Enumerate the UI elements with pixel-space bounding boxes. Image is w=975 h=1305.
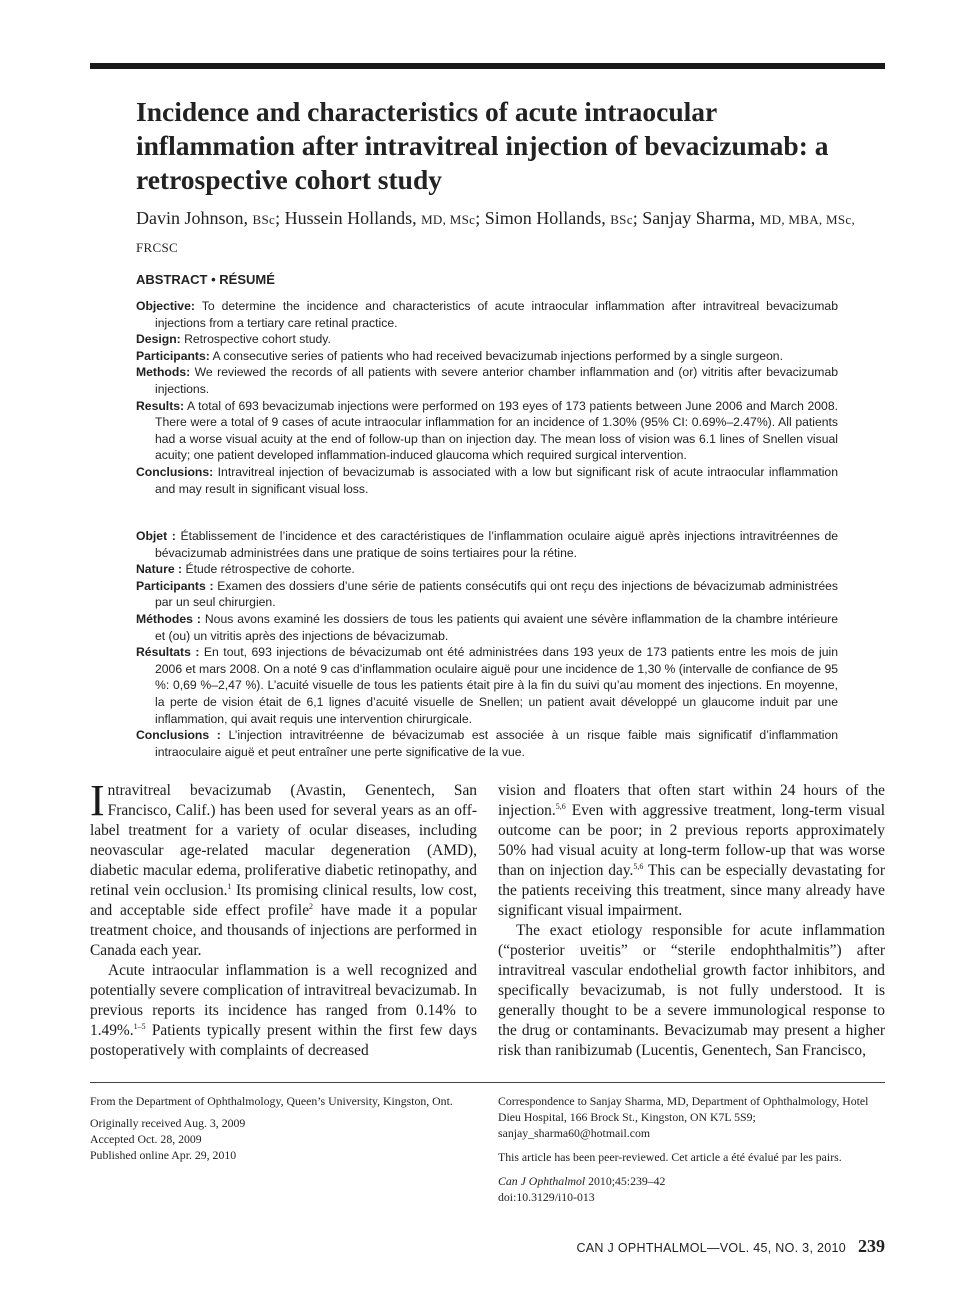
body-paragraph: The exact etiology responsible for acute inflammation (“posterior uveitis” or “sterile endophthalmitis”) after intravitreal vascular endothelial growth factor inhibitors, and specifically bevacizumab, is not fully understood. It is generally thought to be a severe immunological response to the drug or contaminants. Bevacizumab may present a higher risk than ranibizumab (Lucentis, Genentech, San Francisco, [498,922,885,1059]
journal-running-title: CAN J OPHTHALMOL—VOL. 45, NO. 3, 2010 [576,1241,846,1255]
footnote-right [498,1093,878,1211]
citation: 1 [227,882,232,891]
drop-cap: I [90,776,105,825]
doi[interactable]: doi:10.3129/i10-013 [498,1190,595,1204]
abstract-item-nature [136,561,838,578]
body-paragraph [498,781,885,921]
body-text: Acute intraocular inflammation is a well recognized and potentially severe complication of intravitreal bevacizumab. In previous reports its incidence has ranged from 0.14% to 1.49%. [90,962,477,1039]
body-text: Patients typically present within the first few days postoperatively with complaints of decreased [90,1022,477,1059]
citation-info [498,1173,878,1205]
body-text: This can be especially devastating for the patients receiving this treatment, since many already have significant visual impairment. [498,862,885,919]
abstract-label: Conclusions : [136,728,221,743]
abstract-text: L’injection intravitréenne de bévacizumab est associée à un risque faible mais significatif d’inflammation intraoculaire aiguë et peut entraîner une perte significative de la vue. [155,728,838,759]
author-name: ; Simon Hollands, [475,208,611,228]
abstract-item-participants [136,348,838,365]
author-name: ; Hussein Hollands, [275,208,422,228]
footnote-left [90,1093,470,1169]
body-text: Its promising clinical results, low cost, and acceptable side effect profile [90,882,477,919]
abstract-label: Nature : [136,562,183,577]
author-list [136,205,856,261]
author-name: Davin Johnson, [136,208,253,228]
correspondence-email[interactable]: sanjay_sharma60@hotmail.com [498,1126,651,1140]
dates [90,1115,470,1163]
running-footer [576,1236,885,1257]
abstract-label: Objective: [136,299,195,313]
body-column-right [498,781,885,1061]
abstract-text: Établissement de l’incidence et des caractéristiques de l’inflammation oculaire aiguë après injections intravitréennes de bévacizumab administrées dans une pratique de soins tertiaires pour la rétine. [155,529,838,560]
citation: 5,6 [555,802,566,811]
correspondence [498,1093,878,1141]
abstract-label: Participants : [136,578,214,593]
top-rule [90,63,885,69]
abstract-item-methodes [136,611,838,644]
correspondence-address: Correspondence to Sanjay Sharma, MD, Department of Ophthalmology, Hotel Dieu Hospital, 166 Brock St., Kingston, ON K7L 5S9; [498,1094,869,1124]
abstract-text: A total of 693 bevacizumab injections were performed on 193 eyes of 173 patients between June 2006 and March 2008. There were a total of 9 cases of acute intraocular inflammation for an incidence of 1.30% (95% CI: 0.69%–2.47%). All patients had a worse visual acuity at the end of follow-up than on injection day. The mean loss of vision was 6.1 lines of Snellen visual acuity; one patient developed inflammation-induced glaucoma which required surgical intervention. [155,398,838,463]
body-text: Even with aggressive treatment, long-term visual outcome can be poor; in 2 previous reports approximately 50% had visual acuity at long-term follow-up that was worse than on injection day. [498,802,885,879]
abstract-text: To determine the incidence and characteristics of acute intraocular inflammation after intravitreal bevacizumab injections from a tertiary care retinal practice. [155,299,838,330]
abstract-text: Retrospective cohort study. [180,332,331,347]
body-paragraph [90,776,477,961]
abstract-english [136,298,838,497]
abstract-text: Intravitreal injection of bevacizumab is associated with a low but significant risk of acute intraocular inflammation and may result in significant visual loss. [155,464,838,496]
abstract-label: Résultats : [136,645,200,660]
citation: 5,6 [633,862,644,871]
author-credentials: MD, MSc [421,212,476,227]
footnote-rule [90,1082,885,1083]
abstract-item-objective [136,298,838,331]
abstract-label: Design: [136,332,181,347]
abstract-item-methods [136,364,838,397]
abstract-label: Participants: [136,348,210,363]
affiliation: From the Department of Ophthalmology, Queen’s University, Kingston, Ont. [90,1094,453,1108]
abstract-french [136,528,838,760]
abstract-text: We reviewed the records of all patients with severe anterior chamber inflammation and (or) vitritis after bevacizumab injections. [155,365,838,396]
abstract-item-design [136,331,838,348]
abstract-text: Nous avons examiné les dossiers de tous les patients qui avaient une sévère inflammation de la chambre intérieure et (ou) un vitritis après des injections de bévacizumab. [155,611,838,643]
abstract-label: Objet : [136,529,176,543]
abstract-label: Conclusions: [136,464,214,479]
accepted-date: Accepted Oct. 28, 2009 [90,1132,202,1146]
author-name: ; Sanjay Sharma, [632,208,760,228]
abstract-heading: ABSTRACT • RÉSUMÉ [136,272,275,287]
abstract-label: Results: [136,398,185,413]
author-credentials: MD, MBA, MSc, FRCSC [136,212,856,255]
abstract-label: Methods: [136,365,191,380]
journal-volume: 2010;45:239–42 [585,1174,666,1188]
abstract-text: A consecutive series of patients who had received bevacizumab injections performed by a single surgeon. [209,348,783,363]
abstract-item-participants-fr [136,578,838,611]
body-text: ntravitreal bevacizumab (Avastin, Genentech, San Francisco, Calif.) has been used for several years as an off-label treatment for a variety of ocular diseases, including neovascular age-related macular degeneration (AMD), diabetic macular edema, proliferative diabetic retinopathy, and retinal vein occlusion. [90,782,477,899]
abstract-item-results [136,398,838,464]
article-title: Incidence and characteristics of acute intraocular inflammation after intravitreal injection of bevacizumab: a retrospective cohort study [136,96,829,195]
abstract-text: Étude rétrospective de cohorte. [182,562,355,577]
body-column-left [90,776,477,1061]
abstract-label: Méthodes : [136,611,201,626]
abstract-text: En tout, 693 injections de bévacizumab ont été administrées dans 193 yeux de 173 patients entre les mois de juin 2006 et mars 2008. On a noté 9 cas d’inflammation oculaire aiguë pour une incidence de 1,30 % (intervalle de confiance de 95 %: 0,69 %–2,47 %). L’acuité visuelle de tous les patients était pire à la fin du suivi qu’au moment des injections. En moyenne, la perte de vision était de 6,1 lignes d’acuité visuelle de Snellen; un patient avait développé un glaucome induit par une inflammation, qui avait requis une intervention chirurgicale. [155,645,839,726]
citation: 2 [309,902,314,911]
abstract-item-resultats [136,644,838,727]
abstract-item-conclusions [136,464,838,497]
received-date: Originally received Aug. 3, 2009 [90,1116,246,1130]
body-paragraph [90,961,477,1061]
published-date: Published online Apr. 29, 2010 [90,1148,237,1162]
abstract-item-conclusions-fr [136,727,838,760]
body-text: have made it a popular treatment choice, and thousands of injections are performed in Canada each year. [90,902,477,959]
page-number: 239 [858,1236,885,1256]
citation: 1–5 [133,1022,146,1031]
body-text: vision and floaters that often start within 24 hours of the injection. [498,782,885,819]
author-credentials: BSc [252,212,276,227]
journal-name: Can J Ophthalmol [498,1174,586,1188]
author-credentials: BSc [610,212,633,227]
abstract-item-objet [136,528,838,561]
peer-review-note: This article has been peer-reviewed. Cet article a été évalué par les pairs. [498,1150,842,1164]
abstract-text: Examen des dossiers d’une série de patients consécutifs qui ont reçu des injections de bévacizumab administrées par un seul chirurgien. [155,578,838,610]
